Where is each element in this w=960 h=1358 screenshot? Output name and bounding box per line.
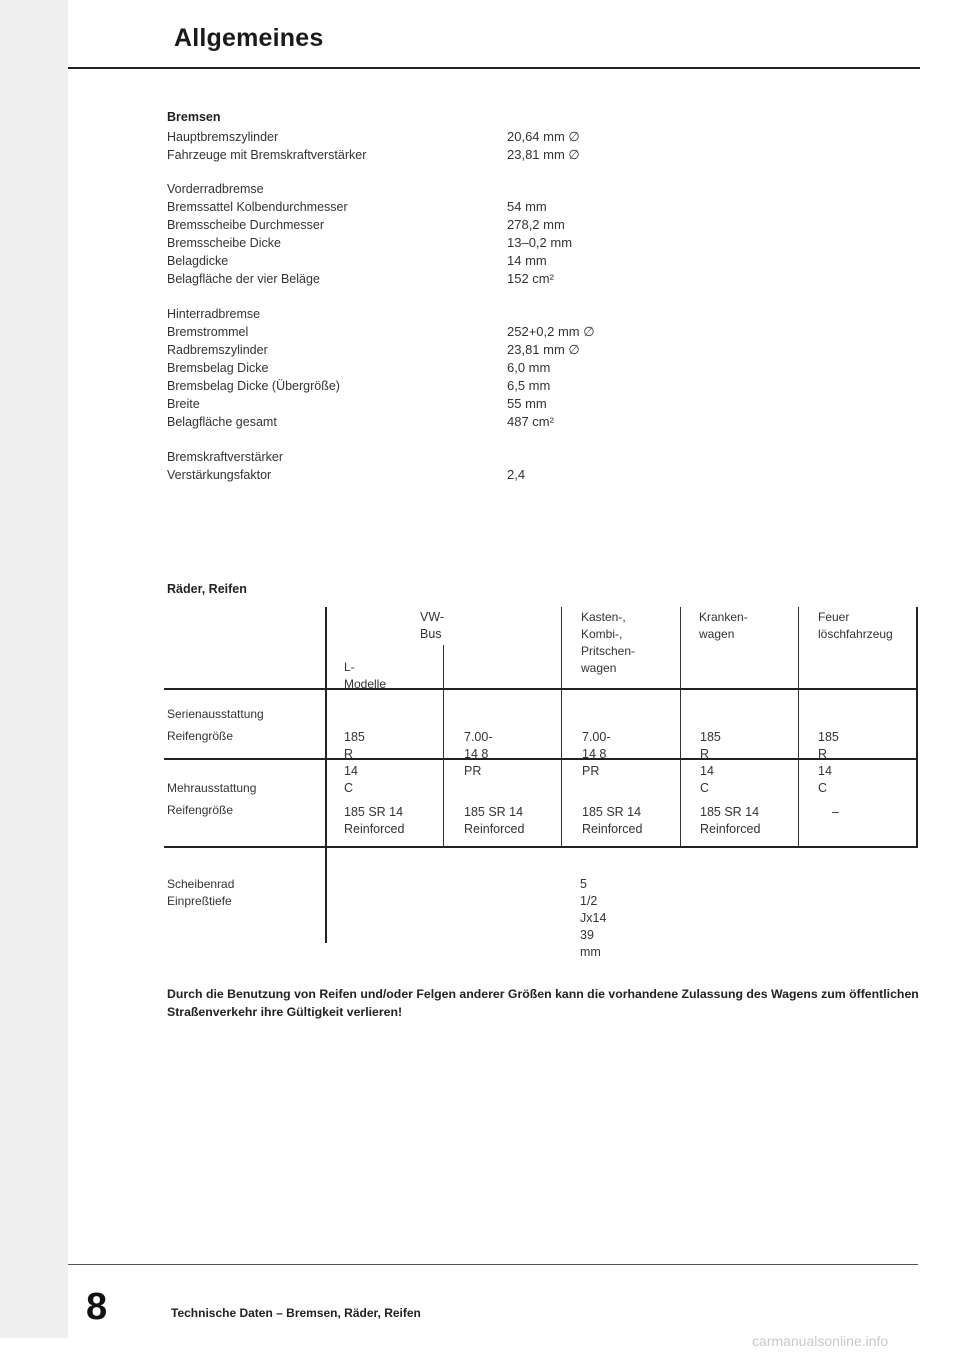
scan-gutter (0, 0, 68, 1338)
spec-value: 20,64 mm ∅ (507, 129, 580, 144)
legal-notice: Durch die Benutzung von Reifen und/oder Felgen anderer Größen kann die vorhandene Zulassung des Wagens zum öffentlichen Straßenverkehr ihre Gültigkeit verlieren! (167, 987, 919, 1019)
spec-value: 2,4 (507, 467, 526, 482)
col-feuer-line: löschfahrzeug (818, 627, 893, 641)
tyre-cell (464, 804, 524, 838)
spec-label: Verstärkungsfaktor (167, 468, 272, 482)
tyre-cell (832, 804, 839, 821)
brake-specs (167, 108, 707, 501)
spec-row (167, 234, 707, 252)
spec-label: Bremsbelag Dicke (Übergröße) (167, 379, 340, 393)
spec-label: Bremstrommel (167, 325, 249, 339)
spec-label: Belagfläche der vier Beläge (167, 272, 320, 286)
spec-row (167, 128, 707, 146)
col-kasten-line: Kasten-, (581, 610, 626, 624)
table-vline (443, 645, 444, 689)
col-lmodelle: L-Modelle (344, 660, 387, 691)
spec-row (167, 341, 707, 359)
spec-label: Fahrzeuge mit Bremskraftverstärker (167, 148, 367, 162)
spec-label: Radbremszylinder (167, 343, 268, 357)
tyre-cell-line: 185 SR 14 (344, 805, 404, 819)
spec-row (167, 252, 707, 270)
tyre-cell-line: 185 SR 14 (582, 805, 642, 819)
col-vwbus: VW-Bus (420, 610, 445, 641)
watermark: carmanualsonline.info (752, 1333, 889, 1349)
rear-brake-heading: Hinterradbremse (167, 307, 261, 321)
tyre-cell: 185 R 14 C (700, 730, 721, 795)
disc-value-line: 5 1/2 Jx14 (580, 877, 607, 925)
spec-value: 6,5 mm (507, 378, 551, 393)
spec-row (167, 216, 707, 234)
spec-row (167, 146, 707, 164)
spec-row (167, 466, 707, 484)
footer-rule (68, 1264, 918, 1265)
table-hline (164, 688, 918, 690)
brakes-heading: Bremsen (167, 110, 221, 124)
spec-row (167, 359, 707, 377)
row-label-line: Mehrausstattung (167, 781, 257, 795)
row-label-line: Scheibenrad (167, 877, 235, 891)
col-kranken-line: Kranken- (699, 610, 748, 624)
rear-brake-group (167, 305, 707, 431)
table-vline (916, 607, 918, 847)
spec-row (167, 323, 707, 341)
brakes-group (167, 108, 707, 164)
spec-row (167, 198, 707, 216)
row-label-line: Reifengröße (167, 729, 234, 743)
page-title: Allgemeines (174, 24, 324, 52)
spec-label: Belagfläche gesamt (167, 415, 277, 429)
table-hline (164, 758, 918, 760)
booster-heading: Bremskraftverstärker (167, 450, 283, 464)
tyre-cell-line: Reinforced (464, 822, 525, 836)
header-rule (68, 67, 920, 69)
disc-value-line: 39 mm (580, 928, 601, 959)
spec-label: Breite (167, 397, 200, 411)
spec-value: 278,2 mm (507, 217, 565, 232)
spec-label: Bremssattel Kolbendurchmesser (167, 200, 348, 214)
tyre-cell-line: 185 SR 14 (700, 805, 760, 819)
front-brake-heading: Vorderradbremse (167, 182, 264, 196)
spec-value: 23,81 mm ∅ (507, 342, 580, 357)
tyre-cell (344, 804, 404, 838)
col-kranken-line: wagen (699, 627, 735, 641)
spec-row (167, 395, 707, 413)
row-disc-label (167, 876, 234, 910)
tyre-cell-line: Reinforced (344, 822, 405, 836)
tyre-cell: 7.00-14 8 PR (582, 730, 611, 778)
tyre-cell: 185 R 14 C (818, 730, 839, 795)
tyre-cell-line: – (832, 805, 839, 819)
tyre-cell-line: 185 SR 14 (464, 805, 524, 819)
spec-value: 23,81 mm ∅ (507, 147, 580, 162)
page-number: 8 (86, 1286, 108, 1328)
spec-value: 14 mm (507, 253, 547, 268)
col-kasten (581, 609, 635, 677)
spec-value: 13–0,2 mm (507, 235, 573, 250)
tyre-cell: 7.00-14 8 PR (464, 730, 493, 778)
table-vline (680, 607, 681, 847)
row-label-line: Reifengröße (167, 803, 234, 817)
spec-value: 152 cm² (507, 271, 554, 286)
wheels-heading: Räder, Reifen (167, 582, 247, 596)
tyre-cell-line: Reinforced (700, 822, 761, 836)
col-kasten-line: wagen (581, 661, 617, 675)
disc-values (580, 876, 606, 961)
table-vline (325, 607, 327, 943)
table-vline (561, 607, 562, 847)
spec-value: 54 mm (507, 199, 547, 214)
spec-label: Hauptbremszylinder (167, 130, 279, 144)
spec-value: 6,0 mm (507, 360, 551, 375)
row-label-line: Einpreßtiefe (167, 894, 232, 908)
col-feuer-line: Feuer (818, 610, 850, 624)
tyre-cell (700, 804, 760, 838)
col-kasten-line: Pritschen- (581, 644, 636, 658)
col-kranken (699, 609, 748, 643)
spec-row (167, 270, 707, 288)
row-standard-label (167, 703, 264, 747)
col-kasten-line: Kombi-, (581, 627, 623, 641)
table-vline (798, 607, 799, 847)
table-vline (443, 689, 444, 847)
row-label-line: Serienausstattung (167, 707, 264, 721)
spec-label: Bremsscheibe Dicke (167, 236, 281, 250)
spec-value: 55 mm (507, 396, 547, 411)
col-feuer (818, 609, 893, 643)
tyre-cell (582, 804, 642, 838)
spec-value: 487 cm² (507, 414, 554, 429)
spec-value: 252+0,2 mm ∅ (507, 324, 595, 339)
front-brake-group (167, 180, 707, 288)
spec-row (167, 413, 707, 431)
footer-caption: Technische Daten – Bremsen, Räder, Reifen (171, 1306, 421, 1320)
spec-label: Bremsscheibe Durchmesser (167, 218, 324, 232)
spec-row (167, 377, 707, 395)
table-hline (164, 846, 918, 848)
tyre-cell-line: Reinforced (582, 822, 643, 836)
row-optional-label (167, 777, 256, 821)
tyre-cell: 185 R 14 C (344, 730, 365, 795)
booster-group (167, 448, 707, 484)
spec-label: Belagdicke (167, 254, 229, 268)
spec-label: Bremsbelag Dicke (167, 361, 269, 375)
